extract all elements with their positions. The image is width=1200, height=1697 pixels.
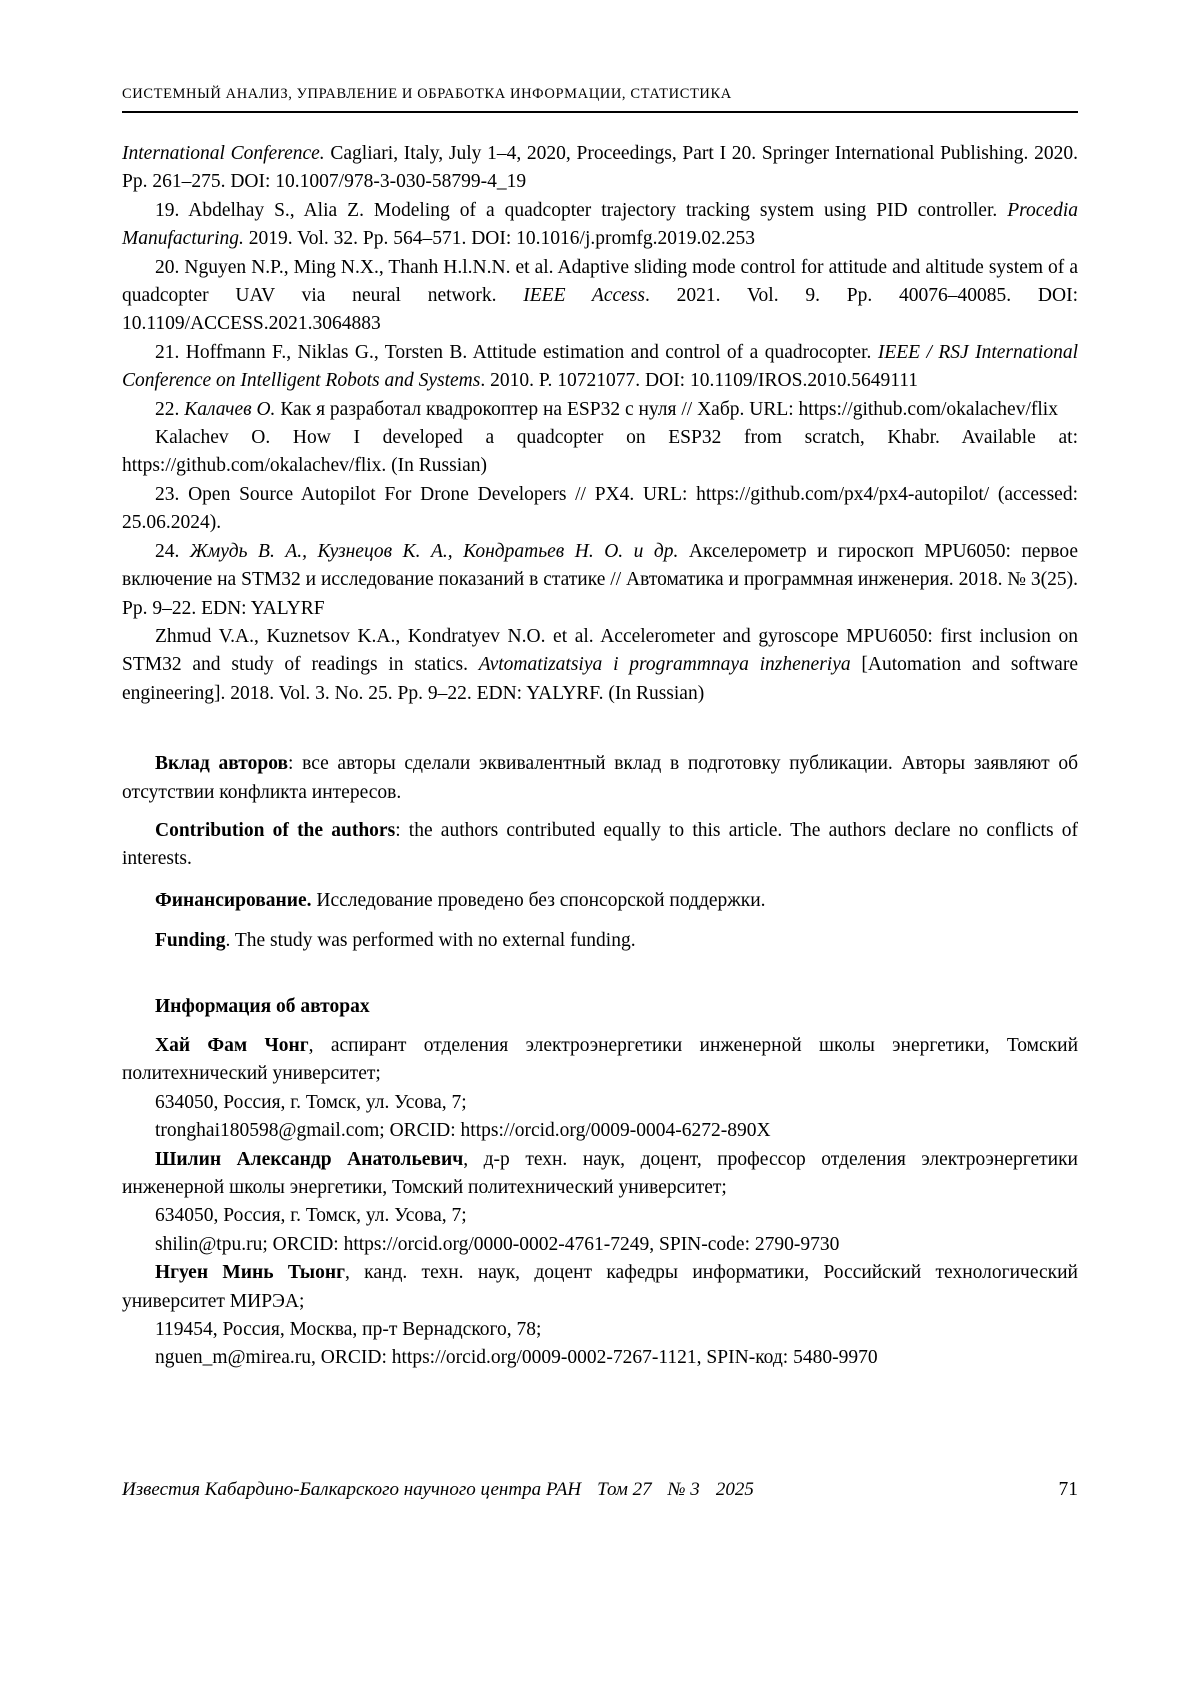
- text-run: Информация об авторах: [155, 995, 370, 1017]
- text-run: : все авторы сделали эквивалентный вклад в подготовку публикации. Авторы заявляют об отсутствии конфликта интересов.: [122, 753, 1078, 803]
- authors-contribution-en: [122, 817, 1078, 874]
- text-run: Исследование проведено без спонсорской поддержки.: [311, 889, 766, 911]
- author-1-name-affiliation: [122, 1032, 1078, 1089]
- text-run: International Conference.: [122, 143, 325, 164]
- reference-20: [122, 254, 1078, 339]
- author-2-name-affiliation: [122, 1146, 1078, 1203]
- text-run: Avtomatizatsiya i programmnaya inzheneriya: [478, 654, 851, 676]
- text-run: 634050, Россия, г. Томск, ул. Усова, 7;: [155, 1205, 467, 1227]
- page-footer: [122, 1479, 1078, 1501]
- text-run: Procedia Manufacturing.: [122, 199, 1078, 250]
- document-body: [122, 140, 1078, 1373]
- reference-23: [122, 481, 1078, 538]
- page-number: 71: [1058, 1479, 1078, 1500]
- author-2-contacts: [122, 1231, 1078, 1259]
- text-run: , аспирант отделения электроэнергетики инженерной школы энергетики, Томский политехнический университет;: [122, 1034, 1079, 1085]
- text-run: Финансирование.: [155, 889, 312, 911]
- text-run: 22.: [155, 398, 185, 420]
- page-content: [122, 86, 1078, 1373]
- text-run: 119454, Россия, Москва, пр-т Вернадского, 78;: [155, 1319, 542, 1341]
- text-run: Калачев О.: [184, 398, 276, 420]
- text-run: Cagliari, Italy, July 1–4, 2020, Proceedings, Part I 20. Springer International Publishing. 2020. Pp. 261–275. DOI: 10.1007/978-3-030-58799-4_19: [122, 143, 1078, 193]
- funding-en: [122, 927, 1078, 955]
- text-run: 24.: [155, 540, 190, 562]
- text-run: 634050, Россия, г. Томск, ул. Усова, 7;: [155, 1091, 467, 1113]
- authors-info-heading: [122, 993, 1078, 1021]
- author-3-name-affiliation: [122, 1259, 1078, 1316]
- text-run: 23. Open Source Autopilot For Drone Developers // PX4. URL: https://github.com/px4/px4-autopilot/ (accessed: 25.06.2024).: [122, 483, 1078, 534]
- text-run: 2019. Vol. 32. Pp. 564–571. DOI: 10.1016/j.promfg.2019.02.253: [243, 228, 756, 250]
- text-run: nguen_m@mirea.ru, ORCID: https://orcid.org/0009-0002-7267-1121, SPIN-код: 5480-9970: [155, 1347, 878, 1369]
- reference-continuation: [122, 140, 1078, 197]
- reference-19: [122, 197, 1078, 254]
- text-run: tronghai180598@gmail.com; ORCID: https://orcid.org/0009-0004-6272-890X: [155, 1120, 771, 1142]
- text-run: 19. Abdelhay S., Alia Z. Modeling of a quadcopter trajectory tracking system using PID controller.: [155, 199, 1008, 221]
- text-run: shilin@tpu.ru; ORCID: https://orcid.org/0000-0002-4761-7249, SPIN-code: 2790-9730: [155, 1233, 840, 1255]
- text-run: : the authors contributed equally to this article. The authors declare no conflicts of interests.: [122, 819, 1078, 870]
- text-run: . 2021. Vol. 9. Pp. 40076–40085. DOI: 10.1109/ACCESS.2021.3064883: [122, 285, 1079, 335]
- text-run: Kalachev O. How I developed a quadcopter on ESP32 from scratch, Khabr. Available at: https://github.com/okalachev/flix. (In Russian): [122, 427, 1078, 477]
- funding-ru: [122, 887, 1078, 915]
- header-rule: [122, 111, 1078, 113]
- text-run: , канд. техн. наук, доцент кафедры информатики, Российский технологический университет МИРЭА;: [122, 1262, 1078, 1312]
- text-run: Вклад авторов: [155, 753, 288, 775]
- text-run: Zhmud V.A., Kuznetsov K.A., Kondratyev N.O. et al. Accelerometer and gyroscope MPU6050: first inclusion on STM32 and study of readings in statics.: [122, 625, 1078, 676]
- reference-21: [122, 339, 1078, 396]
- reference-24: [122, 538, 1078, 623]
- text-run: Шилин Александр Анатольевич: [155, 1148, 464, 1170]
- text-run: . The study was performed with no external funding.: [225, 930, 636, 952]
- citation-part: Известия Кабардино-Балкарского научного центра РАН: [122, 1479, 582, 1500]
- text-run: Жмудь В. А., Кузнецов К. А., Кондратьев Н. О. и др.: [189, 540, 679, 562]
- text-run: IEEE Access: [523, 285, 645, 307]
- text-run: 20. Nguyen N.P., Ming N.X., Thanh H.l.N.N. et al. Adaptive sliding mode control for attitude and altitude system of a quadcopter UAV via neural network.: [122, 256, 1078, 307]
- citation-part: 2025: [715, 1479, 754, 1500]
- text-run: IEEE / RSJ International Conference on Intelligent Robots and Systems: [122, 341, 1079, 392]
- text-run: . 2010. P. 10721077. DOI: 10.1109/IROS.2010.5649111: [480, 370, 919, 392]
- text-run: Как я разработал квадрокоптер на ESP32 с нуля // Хабр. URL: https://github.com/okalachev/flix: [275, 398, 1058, 420]
- author-3-contacts: [122, 1344, 1078, 1372]
- text-run: Нгуен Минь Тыонг: [155, 1262, 345, 1284]
- citation-part: Том 27: [597, 1479, 652, 1500]
- citation-part: № 3: [667, 1479, 700, 1500]
- author-1-contacts: [122, 1117, 1078, 1145]
- author-2-address: [122, 1202, 1078, 1230]
- text-run: [Automation and software engineering]. 2018. Vol. 3. No. 25. Pp. 9–22. EDN: YALYRF. (In Russian): [122, 654, 1078, 704]
- author-3-address: [122, 1316, 1078, 1344]
- journal-citation: [122, 1479, 754, 1501]
- reference-22-translit: [122, 424, 1078, 481]
- text-run: Funding: [155, 930, 226, 952]
- text-run: Хай Фам Чонг: [155, 1034, 309, 1056]
- text-run: Акселерометр и гироскоп MPU6050: первое включение на STM32 и исследование показаний в статике // Автоматика и программная инженерия. 2018. № 3(25). Pp. 9–22. EDN: YALYRF: [122, 540, 1079, 619]
- text-run: , д-р техн. наук, доцент, профессор отделения электроэнергетики инженерной школы энергетики, Томский политехнический университет;: [122, 1148, 1078, 1198]
- running-head: СИСТЕМНЫЙ АНАЛИЗ, УПРАВЛЕНИЕ И ОБРАБОТКА ИНФОРМАЦИИ, СТАТИСТИКА: [122, 86, 732, 102]
- author-1-address: [122, 1089, 1078, 1117]
- authors-contribution-ru: [122, 750, 1078, 807]
- reference-22: [122, 396, 1078, 424]
- text-run: 21. Hoffmann F., Niklas G., Torsten B. Attitude estimation and control of a quadrocopter.: [155, 341, 878, 363]
- reference-24-translit: [122, 623, 1078, 708]
- text-run: Contribution of the authors: [155, 819, 396, 841]
